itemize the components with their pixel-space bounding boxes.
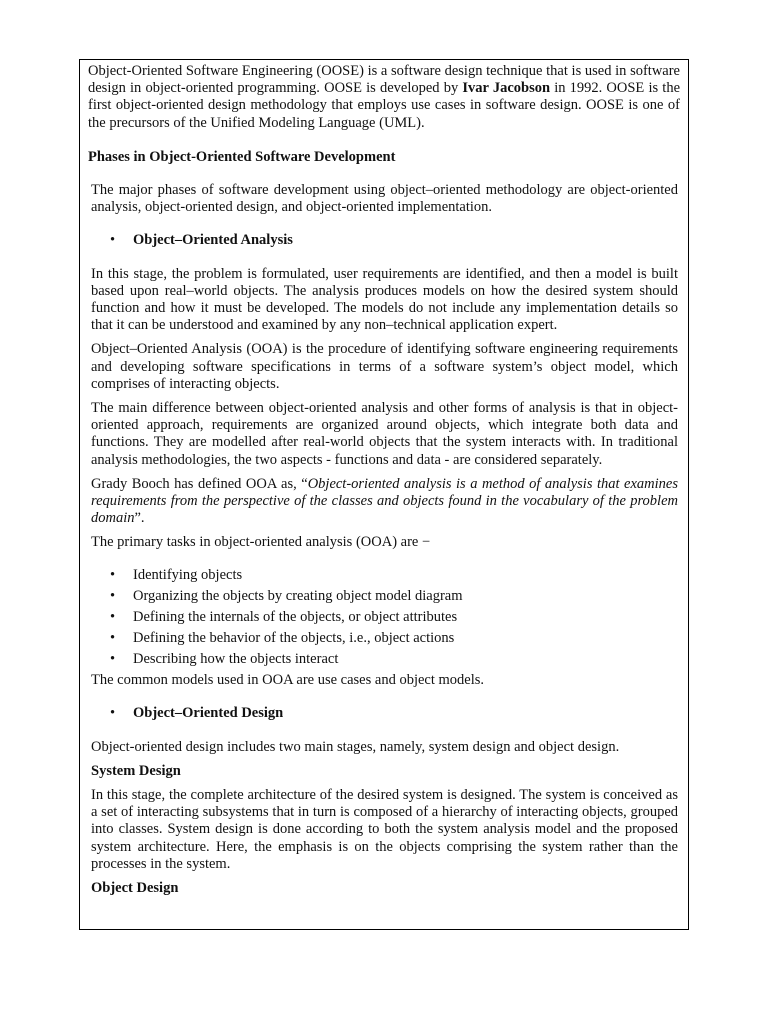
intro-paragraph xyxy=(88,63,680,132)
list-item: • Defining the behavior of the objects, i.e., object actions xyxy=(88,630,680,647)
list-item: • Describing how the objects interact xyxy=(88,651,680,668)
design-heading: • Object–Oriented Design xyxy=(88,705,680,722)
models-paragraph: The common models used in OOA are use cases and object models. xyxy=(91,672,485,689)
booch-quote: Object-oriented analysis is a method of analysis that examines requirements from the perspective of the classes and objects found in the vocabulary of the problem domain xyxy=(91,475,678,527)
analysis-heading: • Object–Oriented Analysis xyxy=(88,232,680,249)
intro-text-end: in 1992. OOSE is the first object-oriented design methodology that employs use cases in software design. OOSE is one of the precursors of the Unified Modeling Language (UML). xyxy=(88,80,680,131)
intro-text-start: Object-Oriented Software Engineering (OOSE) is a software design technique that is used in software design in object-oriented programming. OOSE is developed by xyxy=(88,63,680,97)
design-paragraph: Object-oriented design includes two main stages, namely, system design and object design. xyxy=(91,738,620,755)
phases-paragraph: The major phases of software development using object–oriented methodology are object-oriented analysis, object-oriented design, and object-oriented implementation. xyxy=(91,182,678,216)
object-design-heading: Object Design xyxy=(91,879,179,896)
analysis-paragraph-2: Object–Oriented Analysis (OOA) is the procedure of identifying software engineering requirements and developing software specifications in terms of a software system’s object model, which comprises of interacting objects. xyxy=(91,341,678,392)
booch-close: ”. xyxy=(134,510,145,527)
booch-definition xyxy=(88,476,680,528)
list-item: • Identifying objects xyxy=(88,567,680,584)
analysis-paragraph-3: The main difference between object-oriented analysis and other forms of analysis is that in object-oriented approach, requirements are organized around objects, which integrate both data and functions. They are modelled after real-world objects that the system interacts with. In traditional analysis methodologies, the two aspects - functions and data - are considered separately. xyxy=(91,400,678,468)
system-design-paragraph: In this stage, the complete architecture of the desired system is designed. The system is conceived as a set of interacting subsystems that in turn is composed of a hierarchy of interacting objects, grouped into classes. System design is done according to both the system analysis model and the proposed system architecture. Here, the emphasis is on the objects comprising the system rather than the processes in the system. xyxy=(91,786,678,872)
author-name: Ivar Jacobson xyxy=(462,80,551,97)
list-item: • Organizing the objects by creating object model diagram xyxy=(88,588,680,605)
system-design-heading: System Design xyxy=(91,762,181,779)
tasks-list xyxy=(88,567,680,669)
booch-lead: Grady Booch has defined OOA as, “ xyxy=(91,475,308,492)
list-item: • Defining the internals of the objects, or object attributes xyxy=(88,609,680,626)
document-frame xyxy=(79,59,689,930)
analysis-paragraph-1: In this stage, the problem is formulated, user requirements are identified, and then a model is built based upon real–world objects. The analysis produces models on how the desired system should function and how it must be developed. The models do not include any implementation details so that it can be understood and examined by any non–technical application expert. xyxy=(91,265,678,334)
tasks-intro: The primary tasks in object-oriented analysis (OOA) are − xyxy=(91,534,431,551)
document-content xyxy=(88,63,680,897)
phases-heading: Phases in Object-Oriented Software Development xyxy=(88,148,396,165)
